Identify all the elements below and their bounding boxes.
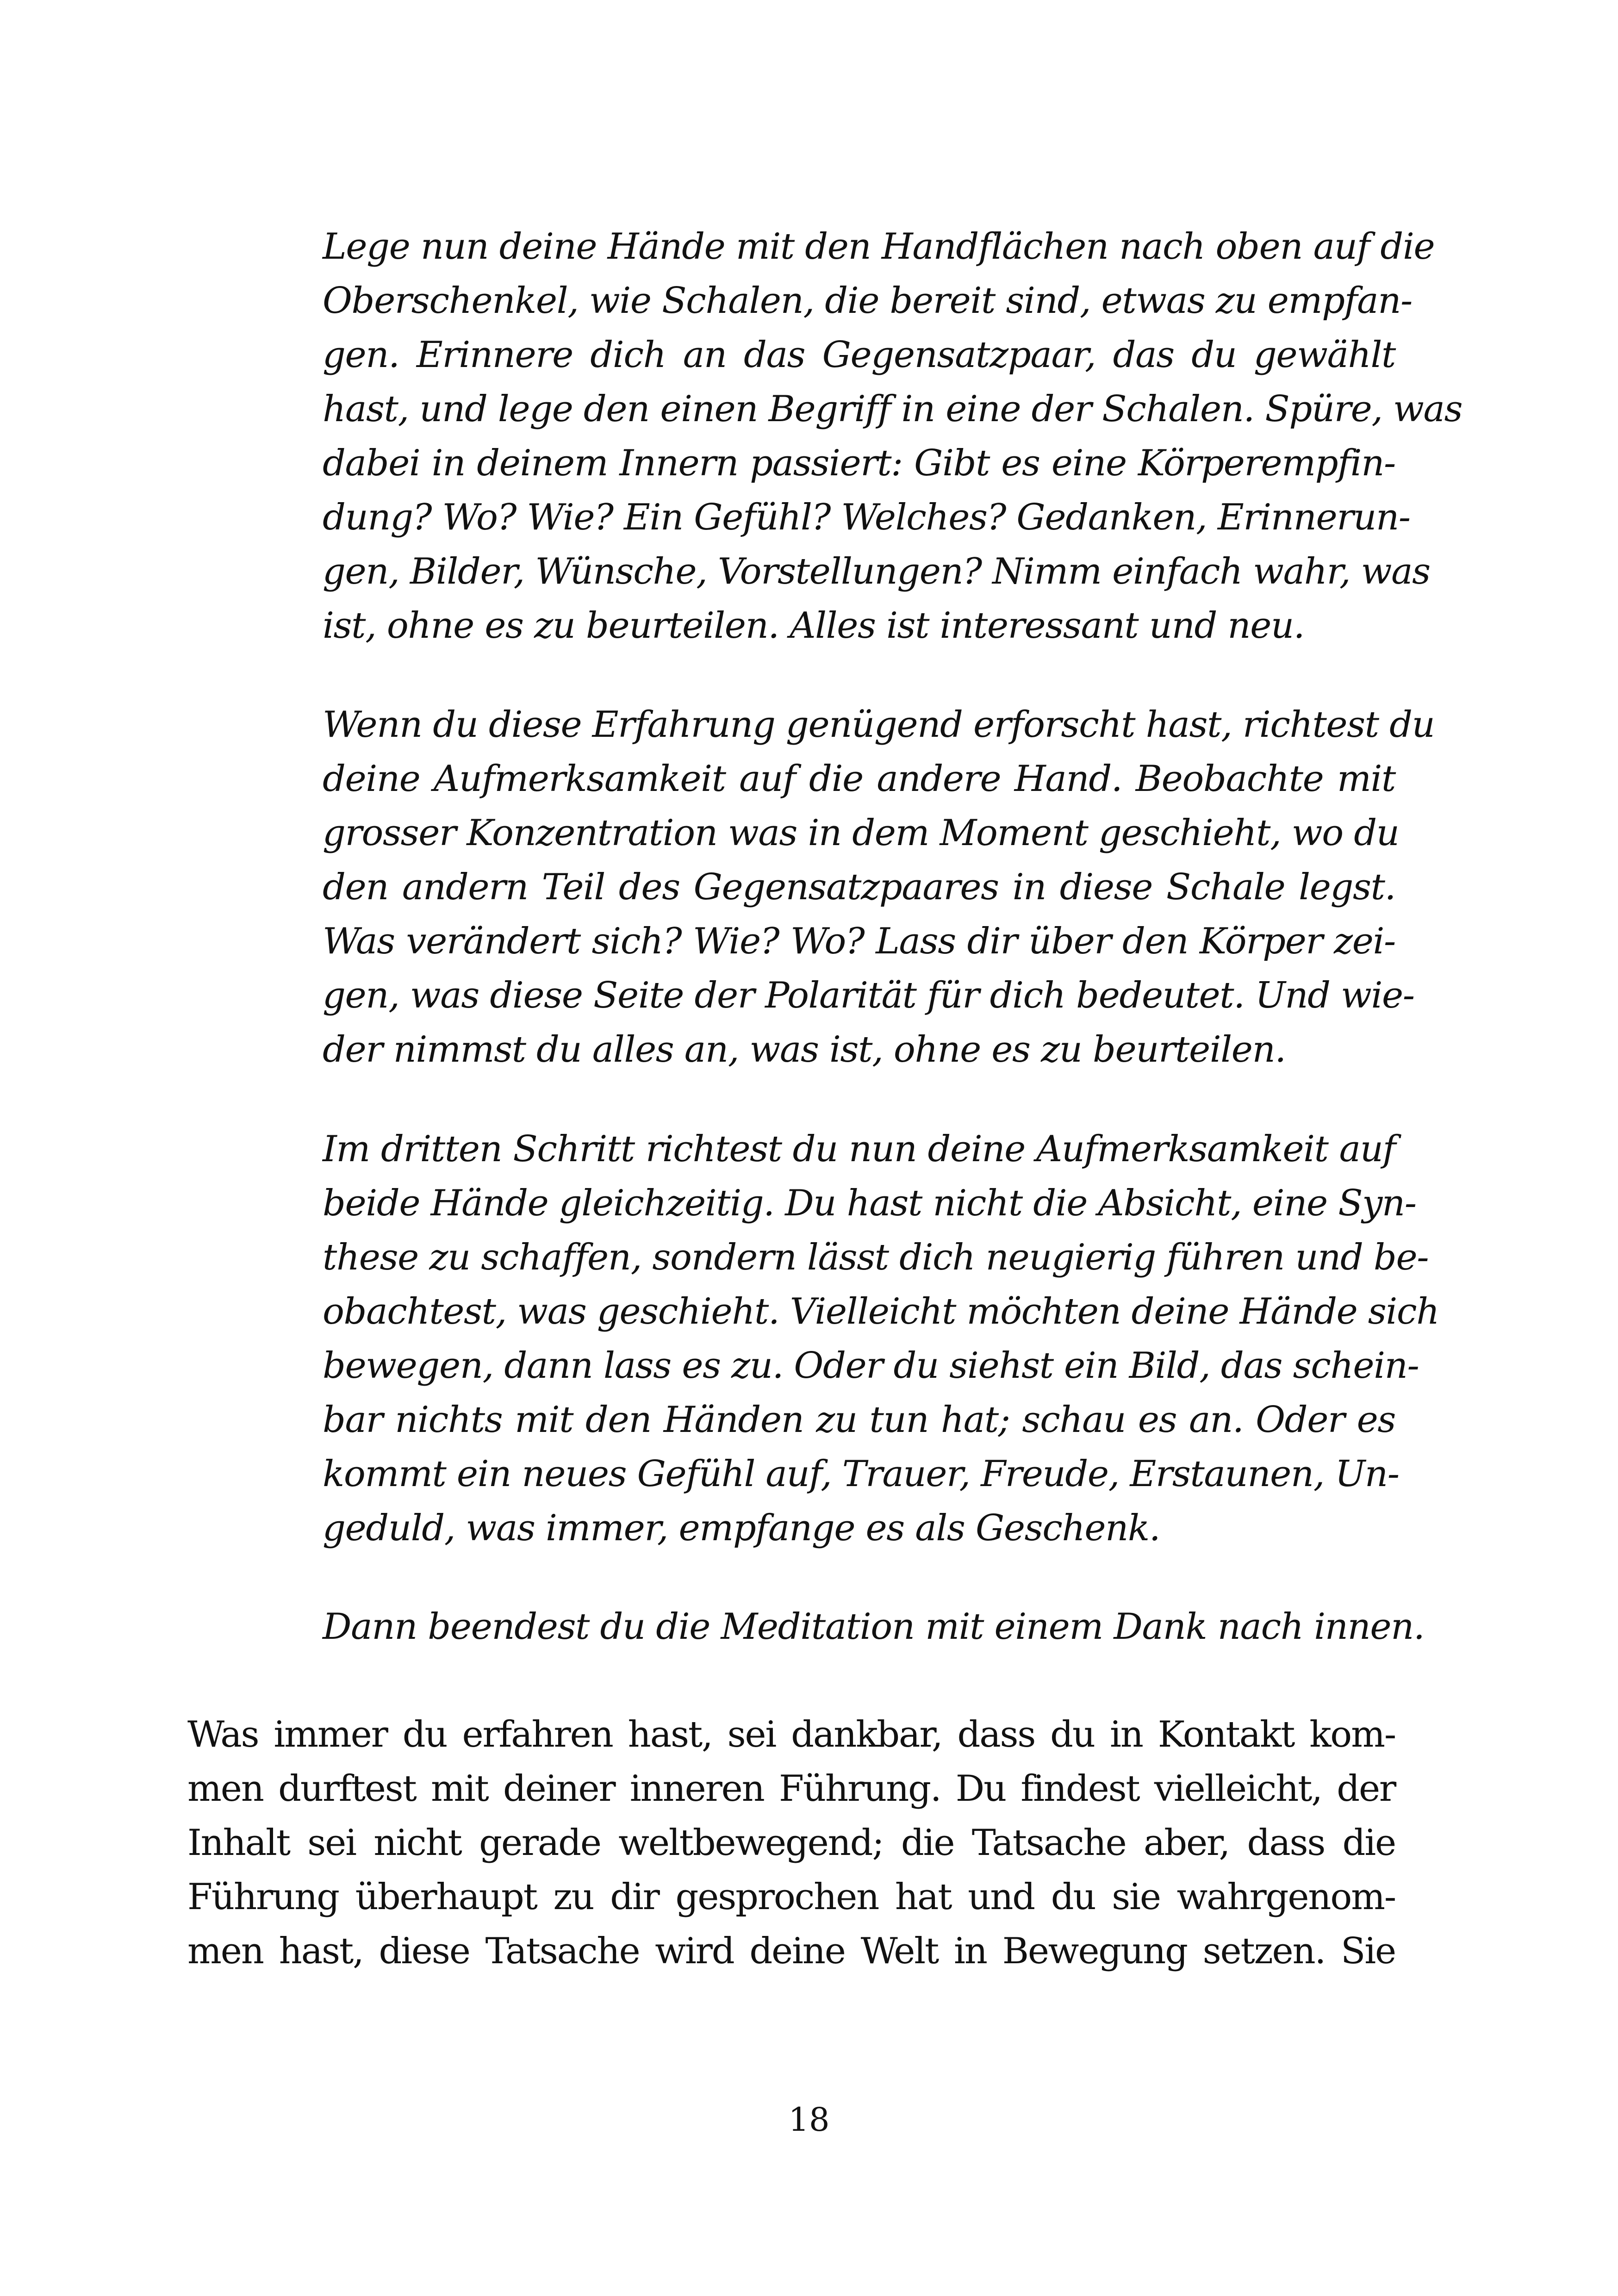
page-number: 18 (788, 2101, 830, 2139)
text-line: gen, Bilder, Wünsche, Vorstellungen? Nimm einfach wahr, was (323, 551, 1430, 592)
text-line: grosser Konzentration was in dem Moment geschieht, wo du (323, 812, 1399, 854)
text-line: men hast, diese Tatsache wird deine Welt in Bewegung setzen. Sie (187, 1930, 1395, 1972)
text-line: dabei in deinem Innern passiert: Gibt es eine Körperempfin- (323, 442, 1395, 484)
text-line: beide Hände gleichzeitig. Du hast nicht die Absicht, eine Syn- (323, 1182, 1416, 1224)
text-line: deine Aufmerksamkeit auf die andere Hand. Beobachte mit (323, 758, 1395, 800)
text-line: hast, und lege den einen Begriff in eine der Schalen. Spüre, was (323, 388, 1462, 430)
text-line: Oberschenkel, wie Schalen, die bereit sind, etwas zu empfan- (323, 280, 1412, 322)
text-line: Was verändert sich? Wie? Wo? Lass dir über den Körper zei- (323, 921, 1395, 962)
text-line: gen. Erinnere dich an das Gegensatzpaar, das du gewählt (323, 334, 1395, 376)
meditation-paragraph-4 (323, 1600, 1425, 1654)
text-line: Im dritten Schritt richtest du nun deine Aufmerksamkeit auf (323, 1128, 1395, 1170)
text-line: Lege nun deine Hände mit den Handflächen nach oben auf die (323, 226, 1435, 268)
text-line: der nimmst du alles an, was ist, ohne es zu beurteilen. (323, 1029, 1286, 1070)
meditation-paragraph-1 (323, 220, 1462, 653)
text-line: Inhalt sei nicht gerade weltbewegend; die Tatsache aber, dass die (187, 1822, 1395, 1864)
meditation-paragraph-2 (323, 698, 1435, 1077)
text-line: Führung überhaupt zu dir gesprochen hat und du sie wahrgenom- (187, 1876, 1395, 1918)
text-line: Was immer du erfahren hast, sei dankbar, dass du in Kontakt kom- (187, 1714, 1395, 1755)
text-line: bar nichts mit den Händen zu tun hat; schau es an. Oder es (323, 1399, 1395, 1441)
body-paragraph (187, 1708, 1395, 1979)
text-line: kommt ein neues Gefühl auf, Trauer, Freude, Erstaunen, Un- (323, 1453, 1399, 1495)
text-line: these zu schaffen, sondern lässt dich neugierig führen und be- (323, 1237, 1429, 1278)
text-line: den andern Teil des Gegensatzpaares in diese Schale legst. (323, 866, 1395, 908)
meditation-paragraph-3 (323, 1122, 1439, 1556)
text-line: Wenn du diese Erfahrung genügend erforscht hast, richtest du (323, 704, 1435, 746)
text-line: dung? Wo? Wie? Ein Gefühl? Welches? Gedanken, Erinnerun- (323, 497, 1410, 538)
text-line: Dann beendest du die Meditation mit einem Dank nach innen. (323, 1606, 1425, 1648)
text-line: bewegen, dann lass es zu. Oder du siehst ein Bild, das schein- (323, 1345, 1419, 1387)
text-line: gen, was diese Seite der Polarität für dich bedeutet. Und wie- (323, 975, 1414, 1016)
text-line: geduld, was immer, empfange es als Geschenk. (323, 1507, 1160, 1549)
text-line: men durftest mit deiner inneren Führung. Du findest vielleicht, der (187, 1768, 1395, 1810)
text-line: ist, ohne es zu beurteilen. Alles ist interessant und neu. (323, 605, 1305, 647)
text-line: obachtest, was geschieht. Vielleicht möchten deine Hände sich (323, 1291, 1439, 1332)
